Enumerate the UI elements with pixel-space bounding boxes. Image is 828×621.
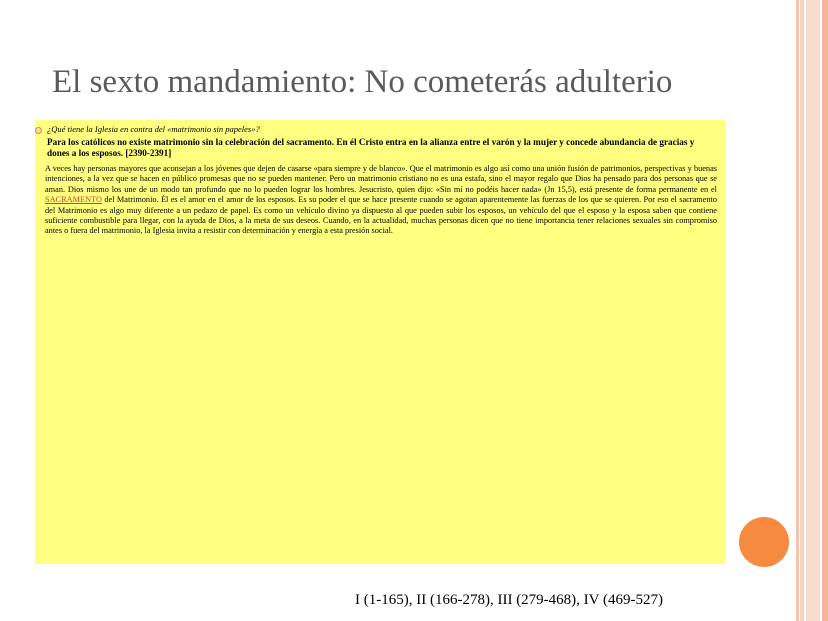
sacramento-link[interactable]: SACRAMENTO bbox=[45, 195, 103, 205]
decorative-orange-dot bbox=[739, 517, 789, 567]
content-box bbox=[35, 120, 726, 564]
decorative-stripe bbox=[800, 0, 804, 621]
question-marker-icon bbox=[35, 126, 44, 133]
question-text: ¿Qué tiene la Iglesia en contra del «matrimonio sin papeles»? bbox=[47, 124, 260, 134]
body-text-part2: del Matrimonio. Él es el amor en el amor de los esposos. Es su poder el que se hace presente cuando se agotan aparentemente las fuerzas de los que se quieren. Por eso el sacramento del Matrimonio es algo muy diferente a un pedazo de papel. Es como un vehículo divino ya dispuesto al que pueden subir los esposos, un vehículo del que el esposo y la esposa saben que contiene suficiente combustible para llegar, con la ayuda de Dios, a la meta de sus deseos. Cuando, en la actualidad, muchas personas dicen que no tiene importancia tener relaciones sexuales sin compromiso antes o fuera del matrimonio, la Iglesia invita a resistir con determinación y energía a esta presión social. bbox=[45, 195, 717, 236]
footer-reference: I (1-165), II (166-278), III (279-468), IV (469-527) bbox=[355, 592, 663, 608]
lead-paragraph: Para los católicos no existe matrimonio sin la celebración del sacramento. En él Cristo entra en la alianza entre el varón y la mujer y concede abundancia de gracias y dones a los esposos. [2390-2391] bbox=[47, 137, 695, 158]
decorative-stripe bbox=[796, 0, 799, 621]
body-text-part1: A veces hay personas mayores que aconsejan a los jóvenes que dejen de casarse «para siempre y de blanco». Que el matrimonio es algo así como una unión fusión de patrimonios, perspectivas y buenas intenciones, a la vez que se hacen en público promesas que no se pueden mantener. Pero un matrimonio cristiano no es una estafa, sino el mayor regalo que Dios ha pensado para dos personas que se aman. Dios mismo los une de un modo tan profundo que no lo pueden lograr los hombres. Jesucristo, quien dijo: «Sin mí no podéis hacer nada» (Jn 15,5), está presente de forma permanente en el bbox=[45, 164, 717, 194]
slide-title: El sexto mandamiento: No cometerás adulterio bbox=[52, 64, 673, 100]
body-paragraph bbox=[45, 164, 717, 237]
question-row bbox=[35, 124, 260, 134]
decorative-stripe bbox=[806, 0, 820, 621]
decorative-stripe bbox=[822, 0, 828, 621]
